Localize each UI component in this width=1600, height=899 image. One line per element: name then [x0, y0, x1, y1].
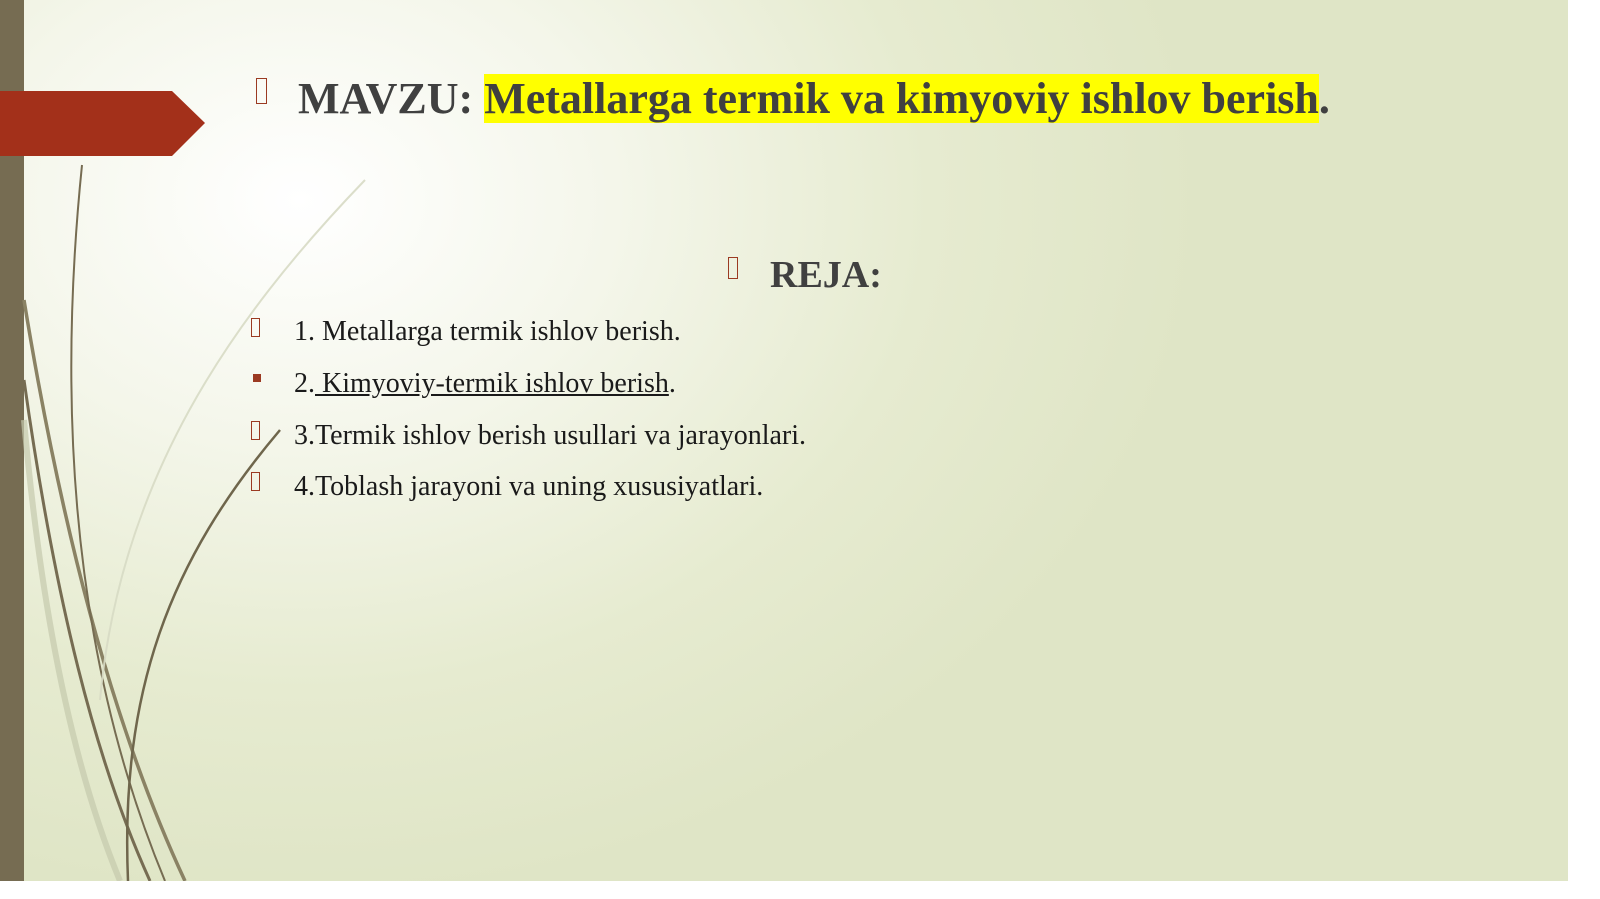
item-bullet-icon — [251, 472, 260, 491]
item-bullet-icon — [251, 318, 260, 337]
list-item: 3.Termik ishlov berish usullari va jarayonlari. — [294, 420, 807, 451]
list-item: 1. Metallarga termik ishlov berish. — [294, 316, 681, 347]
item-underlined-text: Kimyoviy-termik ishlov berish — [315, 368, 669, 399]
title-bullet-icon — [256, 78, 267, 104]
title-suffix: . — [1318, 74, 1330, 123]
list-item — [294, 366, 676, 402]
plan-heading: REJA: — [770, 254, 882, 296]
title-highlighted-topic: Metallarga termik va kimyoviy ishlov berish — [484, 74, 1319, 123]
plan-bullet-icon — [728, 257, 738, 279]
slide-title — [298, 70, 1330, 128]
item-bullet-icon — [251, 421, 260, 440]
item-trailing-punct: . — [668, 368, 676, 399]
red-arrow-banner — [0, 91, 206, 157]
title-prefix: MAVZU: — [298, 74, 485, 123]
item-bullet-icon — [253, 374, 261, 382]
item-number: 2. — [294, 368, 315, 399]
list-item: 4.Toblash jarayoni va uning xususiyatlari. — [294, 471, 764, 502]
